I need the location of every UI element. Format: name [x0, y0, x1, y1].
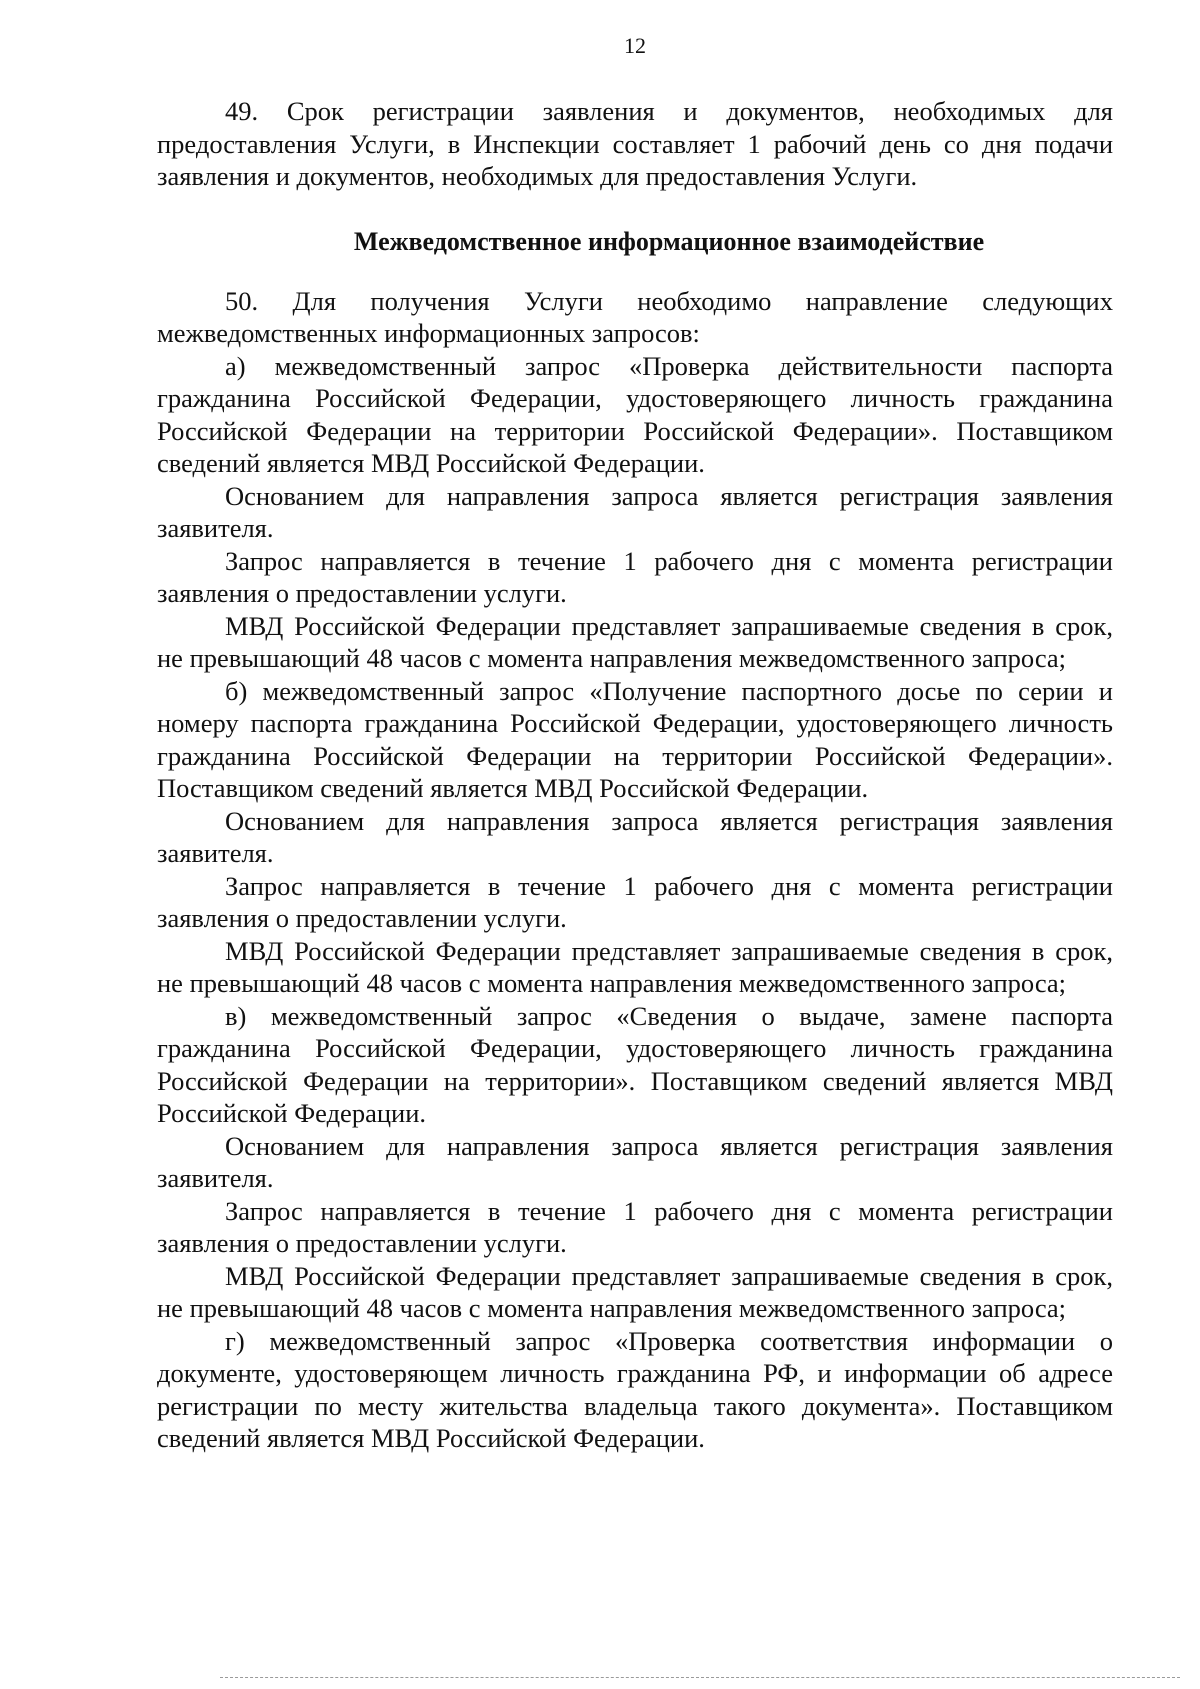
list-item-g: г) межведомственный запрос «Проверка соответствия информации о документе, удостоверяющем личность гражданина РФ, и информации об адресе регистрации по месту жительства владельца такого документа». Поставщиком сведений является МВД Российской Федерации. [157, 1325, 1113, 1453]
list-item-b: б) межведомственный запрос «Получение паспортного досье по серии и номеру паспорта гражданина Российской Федерации, удостоверяющего личность гражданина Российской Федерации на территории Российской Федерации». Поставщиком сведений является МВД Российской Федерации. [157, 675, 1113, 803]
paragraph-basis-b: Основанием для направления запроса является регистрация заявления заявителя. [157, 805, 1113, 868]
paragraph-term-b: Запрос направляется в течение 1 рабочего дня с момента регистрации заявления о предоставлении услуги. [157, 870, 1113, 933]
scan-edge-line [220, 1677, 1180, 1678]
paragraph-term-a: Запрос направляется в течение 1 рабочего дня с момента регистрации заявления о предоставлении услуги. [157, 545, 1113, 608]
paragraph-basis-a: Основанием для направления запроса является регистрация заявления заявителя. [157, 480, 1113, 543]
paragraph-response-b: МВД Российской Федерации представляет запрашиваемые сведения в срок, не превышающий 48 часов с момента направления межведомственного запроса; [157, 935, 1113, 998]
paragraph-response-a: МВД Российской Федерации представляет запрашиваемые сведения в срок, не превышающий 48 часов с момента направления межведомственного запроса; [157, 610, 1113, 673]
paragraph-50: 50. Для получения Услуги необходимо направление следующих межведомственных информационных запросов: [157, 285, 1113, 348]
paragraph-49: 49. Срок регистрации заявления и документов, необходимых для предоставления Услуги, в Инспекции составляет 1 рабочий день со дня подачи заявления и документов, необходимых для предоставления Услуги. [157, 96, 1113, 191]
document-body [157, 95, 1113, 1455]
paragraph-term-v: Запрос направляется в течение 1 рабочего дня с момента регистрации заявления о предоставлении услуги. [157, 1195, 1113, 1258]
list-item-v: в) межведомственный запрос «Сведения о выдаче, замене паспорта гражданина Российской Федерации, удостоверяющего личность гражданина Российской Федерации на территории». Поставщиком сведений является МВД Российской Федерации. [157, 1000, 1113, 1128]
page-number: 12 [624, 33, 646, 58]
section-heading: Межведомственное информационное взаимодействие [353, 226, 985, 256]
paragraph-basis-v: Основанием для направления запроса является регистрация заявления заявителя. [157, 1130, 1113, 1193]
paragraph-response-v: МВД Российской Федерации представляет запрашиваемые сведения в срок, не превышающий 48 часов с момента направления межведомственного запроса; [157, 1260, 1113, 1323]
list-item-a: а) межведомственный запрос «Проверка действительности паспорта гражданина Российской Федерации, удостоверяющего личность гражданина Российской Федерации на территории Российской Федерации». Поставщиком сведений является МВД Российской Федерации. [157, 350, 1113, 478]
